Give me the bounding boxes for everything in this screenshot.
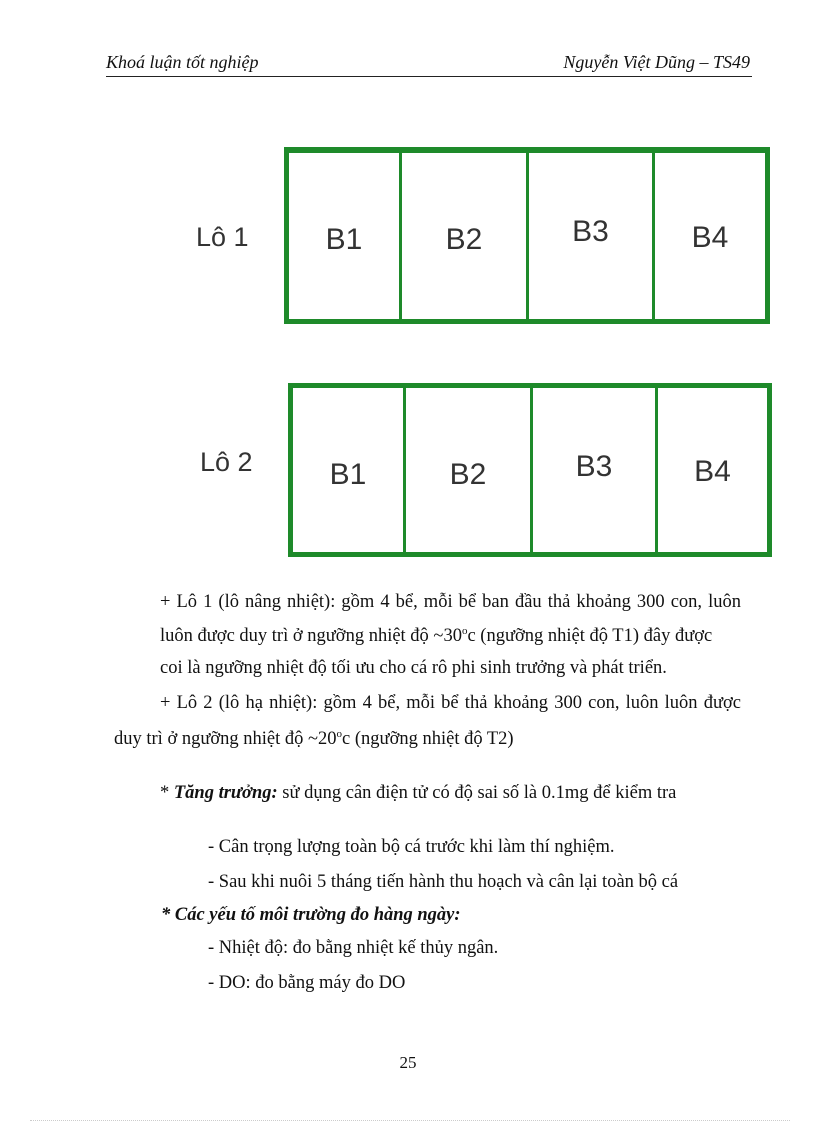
growth-item: - Sau khi nuôi 5 tháng tiến hành thu hoạch và cân lại toàn bộ cá [208,872,679,892]
environment-item: - Nhiệt độ: đo bằng nhiệt kế thủy ngân. [208,938,499,958]
lot2-tank-b2: B2 [406,388,533,552]
footer-divider [30,1120,790,1121]
growth-paragraph: * Tăng trưởng: sử dụng cân điện tử có độ sai số là 0.1mg để kiểm tra [160,783,677,803]
lot1-paragraph-line-2: luôn được duy trì ở ngưỡng nhiệt độ ~30$^o$c (ngưỡng nhiệt độ T1) đây được [160,625,713,647]
lot1-tank-b4: B4 [691,221,729,254]
lot2-paragraph-line-2: duy trì ở ngưỡng nhiệt độ ~20$^o$c (ngưỡng nhiệt độ T2) [114,728,514,750]
lot1-tank-b2: B2 [402,153,529,319]
lot1-tanks [284,147,770,324]
growth-item: - Cân trọng lượng toàn bộ cá trước khi làm thí nghiệm. [208,837,615,857]
environment-heading: * Các yếu tố môi trường đo hàng ngày: [161,905,461,925]
lot2-label: Lô 2 [200,447,253,477]
lot1-tank-b3: B3 [529,153,655,319]
lot2-tanks [288,383,772,557]
environment-item: - DO: đo bằng máy đo DO [208,973,406,993]
lot1-paragraph-line-1: + Lô 1 (lô nâng nhiệt): gồm 4 bể, mỗi bể ban đầu thả khoảng 300 con, luôn [160,592,741,612]
growth-label: Tăng trưởng: [173,783,278,803]
page-number: 25 [399,1053,417,1072]
page-header [106,50,752,77]
header-author: Nguyễn Việt Dũng – TS49 [563,52,750,72]
lot1-paragraph-line-3: coi là ngưỡng nhiệt độ tối ưu cho cá rô phi sinh trưởng và phát triển. [160,658,667,678]
lot1-tank-b1: B1 [289,153,402,319]
lot2-tank-b3: B3 [533,388,658,552]
lot2-tank-b4: B4 [694,455,731,488]
header-thesis-title: Khoá luận tốt nghiệp [106,52,259,72]
lot2-paragraph-line-1: + Lô 2 (lô hạ nhiệt): gồm 4 bể, mỗi bể thả khoảng 300 con, luôn luôn được [160,693,741,713]
lot2-tank-b1: B1 [293,388,406,552]
lot1-label: Lô 1 [196,222,249,252]
